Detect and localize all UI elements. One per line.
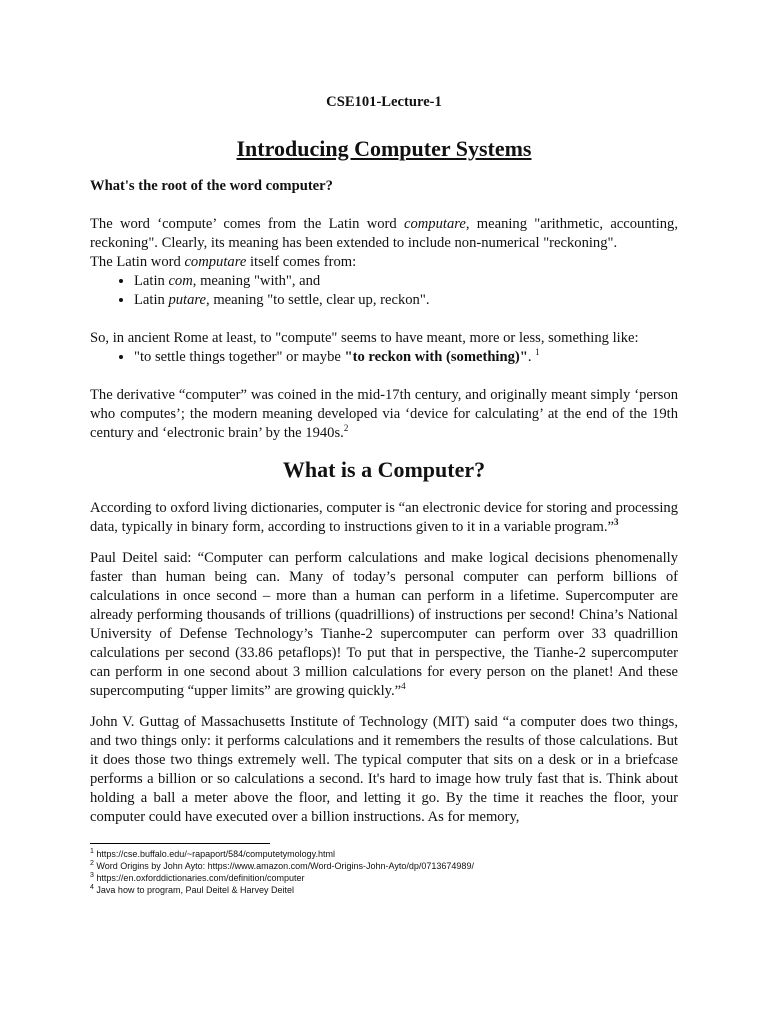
compute-meaning-list [90, 348, 678, 367]
section2-heading: What is a Computer? [282, 457, 486, 482]
section2-para1: According to oxford living dictionaries, computer is “an electronic device for storing and processing data, typically in binary form, according to instructions given to it in a variable program.”$^3$ [90, 500, 678, 535]
origin-list [90, 272, 678, 310]
footnote-text: Java how to program, Paul Deitel & Harvey Deitel [96, 885, 295, 895]
section1-para3: So, in ancient Rome at least, to "compute" seems to have meant, more or less, something like: [90, 330, 639, 346]
section1-para2: The Latin word computare itself comes from: [90, 254, 357, 270]
lecture-label: CSE101-Lecture-1 [326, 94, 442, 110]
section2-para3: John V. Guttag of Massachusetts Institute of Technology (MIT) said “a computer does two things, and two things only: it performs calculations and it remembers the results of those calculations. But it does those two things extremely well. The typical computer that sits on a desk or in a briefcase performs a billion or so calculations a second. It's hard to image how truly fast that is. Think about holding a ball a meter above the floor, and letting it go. By the time it reaches the floor, your computer could have executed over a billion instructions. As for memory, [90, 714, 678, 825]
section1-question: What's the root of the word computer? [90, 178, 333, 194]
section1-para4: The derivative “computer” was coined in the mid-17th century, and originally meant simply ‘person who computes’; the modern meaning developed via ‘device for calculating’ at the end of the 19th century and ‘electronic brain’ by the 1940s.$^2$ [90, 387, 678, 441]
page-title: Introducing Computer Systems [236, 136, 532, 161]
footnote: $^3$ https://en.oxforddictionaries.com/definition/computer [90, 872, 305, 883]
page-content [90, 93, 678, 896]
footnotes [90, 848, 678, 896]
footnote-link[interactable]: https://en.oxforddictionaries.com/definition/computer [96, 873, 305, 883]
footnote-link[interactable]: https://cse.buffalo.edu/~rapaport/584/computetymology.html [96, 849, 335, 859]
footnote-ref: 3 [614, 517, 619, 528]
footnote: $^2$ Word Origins by John Ayto: https://www.amazon.com/Word-Origins-John-Ayto/dp/0713674989/ [90, 860, 474, 871]
footnote-ref: 2 [343, 423, 349, 434]
list-item: • "to settle things together" or maybe "to reckon with (something)". $^1$ [134, 348, 678, 367]
footnote-ref: 1 [535, 347, 540, 358]
section2-para2: Paul Deitel said: “Computer can perform calculations and make logical decisions phenomenally faster than human being can. Many of today’s personal computer can perform billions of calculations in once second – more than a human can perform in a lifetime. Supercomputer are already performing thousands of trillions (quadrillions) of instructions per second! China’s National University of Defense Technology’s Tianhe-2 supercomputer can perform over 33 quadrillion calculations per second (33.86 petaflops)! To put that in perspective, the Tianhe-2 supercomputer can perform in one second about 3 million calculations for every person on the planet! And these supercomputing “upper limits” are growing quickly.”$^4$ [90, 550, 678, 699]
footnote-text[interactable]: Word Origins by John Ayto: https://www.amazon.com/Word-Origins-John-Ayto/dp/0713674989/ [96, 861, 474, 871]
footnote: $^1$ https://cse.buffalo.edu/~rapaport/584/computetymology.html [90, 848, 335, 859]
list-item: • Latin com, meaning "with", and [134, 272, 678, 291]
list-item: • Latin putare, meaning "to settle, clear up, reckon". [134, 291, 678, 310]
footnote-divider [90, 843, 270, 844]
footnote-ref: 4 [401, 681, 406, 692]
footnote: $^4$ Java how to program, Paul Deitel & Harvey Deitel [90, 884, 295, 895]
section1-para1: The word ‘compute’ comes from the Latin word computare, meaning "arithmetic, accounting, reckoning". Clearly, its meaning has been extended to include non-numerical "reckoning". [90, 216, 678, 251]
